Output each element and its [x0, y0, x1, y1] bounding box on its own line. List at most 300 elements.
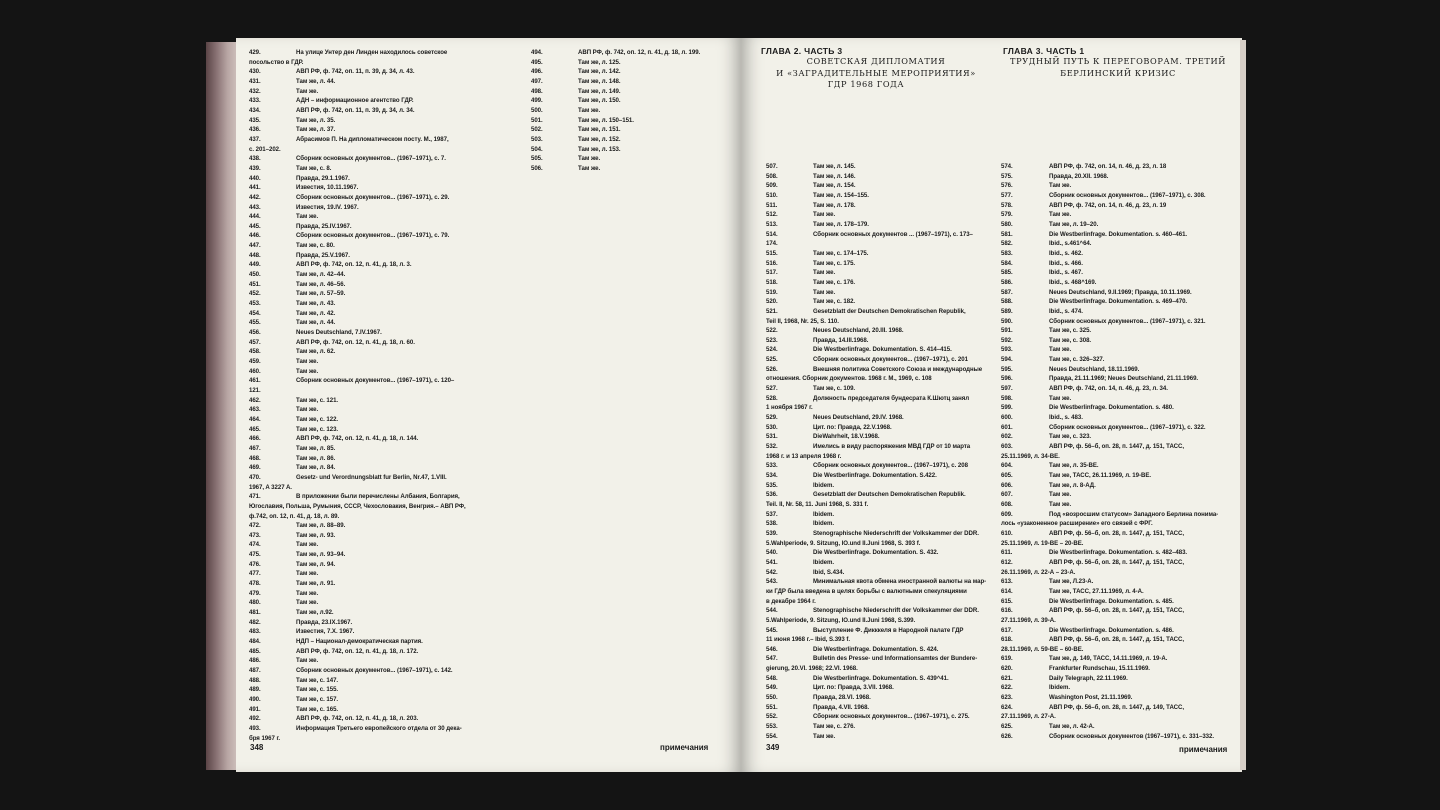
note-number: 446. — [249, 232, 261, 240]
note-number: 517. — [766, 269, 778, 277]
note-number: 514. — [766, 230, 778, 238]
note-item — [249, 540, 489, 550]
note-text-continuation: gierung, 20.VI. 1968; 22.VI. 1968. — [766, 665, 858, 673]
note-number: 512. — [766, 211, 778, 219]
note-item — [1001, 693, 1233, 703]
note-number: 429. — [249, 49, 261, 56]
note-text: Neues Deutschland, 20.III. 1968. — [813, 327, 904, 335]
note-item — [249, 241, 489, 251]
note-text: Там же. — [1049, 491, 1072, 499]
header-chapter-2-title-line-1: СОВЕТСКАЯ ДИПЛОМАТИЯ — [806, 56, 946, 66]
note-item — [249, 415, 489, 425]
note-item — [1001, 172, 1233, 182]
note-item — [249, 193, 489, 203]
note-number: 476. — [249, 560, 261, 568]
note-item — [1001, 365, 1233, 375]
note-number: 616. — [1001, 607, 1013, 615]
left-running-title: примечания — [660, 743, 709, 752]
note-item — [249, 618, 489, 628]
note-item — [1001, 510, 1233, 529]
note-number: 543. — [766, 578, 778, 586]
note-item — [766, 423, 998, 433]
note-item — [249, 444, 489, 454]
note-number: 549. — [766, 684, 778, 692]
note-text: Там же, л. 86. — [296, 454, 336, 462]
note-item — [249, 318, 489, 328]
note-number: 505. — [531, 155, 543, 163]
note-item — [1001, 374, 1233, 384]
note-text: Ibidem. — [1049, 684, 1070, 692]
note-item — [766, 288, 998, 298]
note-number: 470. — [249, 473, 261, 481]
note-item — [1001, 345, 1233, 355]
note-number: 484. — [249, 638, 261, 646]
note-text: В приложении были перечислены Албания, Болгария, — [296, 493, 460, 501]
note-text: Там же. — [1049, 182, 1072, 190]
note-number: 461. — [249, 377, 261, 385]
note-text: Сборник основных документов... (1967–1971), с. 7. — [296, 155, 446, 163]
note-text: Там же, л. 148. — [578, 77, 621, 85]
note-number: 496. — [531, 68, 543, 76]
note-number: 467. — [249, 444, 261, 452]
note-item — [249, 434, 489, 444]
note-number: 594. — [1001, 356, 1013, 364]
note-text: Известия, 19.IV. 1967. — [296, 203, 359, 211]
note-text: Die Westberlinfrage. Dokumentation. s. 482–483. — [1049, 549, 1188, 557]
note-number: 433. — [249, 97, 261, 105]
note-number: 485. — [249, 647, 261, 655]
note-text: Ibid, S.434. — [813, 568, 845, 576]
note-item — [766, 345, 998, 355]
note-number: 587. — [1001, 288, 1013, 296]
note-item — [1001, 664, 1233, 674]
note-text: Там же, л. 151. — [578, 126, 621, 134]
note-item — [531, 164, 721, 174]
note-number: 504. — [531, 145, 543, 153]
note-number: 499. — [531, 97, 543, 105]
note-text: Там же, л.92. — [296, 609, 334, 617]
note-text: Die Westberlinfrage. Dokumentation. s. 469–470. — [1049, 298, 1188, 306]
note-text: Известия, 10.11.1967. — [296, 184, 359, 192]
note-item — [1001, 442, 1233, 461]
note-text: Должность председателя бундесрата К.Шютц занял — [813, 394, 970, 402]
note-item — [249, 376, 489, 395]
note-item — [249, 550, 489, 560]
note-item — [249, 473, 489, 492]
note-item — [531, 154, 721, 164]
note-text: Там же, л. 93–94. — [296, 551, 346, 559]
note-number: 450. — [249, 271, 261, 279]
note-number: 550. — [766, 694, 778, 702]
right-notes-column-2 — [1001, 162, 1233, 741]
note-text: Там же. — [578, 106, 601, 114]
note-item — [249, 280, 489, 290]
note-item — [1001, 259, 1233, 269]
note-number: 441. — [249, 184, 261, 192]
note-number: 617. — [1001, 626, 1013, 634]
note-number: 478. — [249, 580, 261, 588]
note-item — [766, 230, 998, 249]
note-number: 597. — [1001, 385, 1013, 393]
left-page-number: 348 — [250, 743, 264, 752]
note-text: Stenographische Niederschrift der Volkskammer der DDR. — [813, 607, 979, 615]
note-item — [249, 203, 489, 213]
note-item — [766, 519, 998, 529]
right-notes-column-1 — [766, 162, 998, 741]
note-text: Минимальная квота обмена иностранной валюты на мар- — [813, 578, 987, 586]
note-text: Ibid., s. 462. — [1049, 249, 1083, 257]
note-item — [1001, 626, 1233, 636]
note-text: Там же, с. 147. — [296, 676, 339, 684]
note-number: 511. — [766, 201, 778, 209]
note-item — [531, 106, 721, 116]
note-item — [249, 695, 489, 705]
note-number: 477. — [249, 570, 261, 578]
note-item — [1001, 490, 1233, 500]
note-item — [1001, 230, 1233, 240]
note-item — [249, 289, 489, 299]
note-number: 542. — [766, 568, 778, 576]
note-number: 497. — [531, 77, 543, 85]
note-number: 588. — [1001, 298, 1013, 306]
note-text: Там же, л. 44. — [296, 77, 336, 85]
note-text: Там же, с. 123. — [296, 425, 339, 433]
open-book — [206, 38, 1242, 772]
note-item — [1001, 394, 1233, 404]
note-text: Там же, л. 125. — [578, 58, 621, 66]
note-text: Там же, с. 325. — [1049, 327, 1092, 335]
note-number: 435. — [249, 116, 261, 124]
note-item — [249, 647, 489, 657]
note-item — [249, 125, 489, 135]
note-number: 502. — [531, 126, 543, 134]
note-text: Там же, л. 145. — [813, 163, 856, 170]
note-number: 521. — [766, 307, 778, 315]
note-number: 615. — [1001, 597, 1013, 605]
note-item — [766, 471, 998, 481]
note-text: Ibid., s. 483. — [1049, 414, 1083, 422]
note-text: На улице Унтер ден Линден находилось советское — [296, 49, 448, 56]
note-item — [249, 96, 489, 106]
note-item — [766, 461, 998, 471]
note-item — [766, 442, 998, 461]
note-item — [249, 87, 489, 97]
note-number: 525. — [766, 356, 778, 364]
note-number: 507. — [766, 163, 778, 170]
note-item — [249, 560, 489, 570]
note-text: Там же, с. 80. — [296, 242, 335, 250]
note-text-continuation: 25.11.1969, л. 19-ВЕ – 20-ВЕ. — [1001, 539, 1084, 547]
note-number: 474. — [249, 541, 261, 549]
note-text: Gesetzblatt der Deutschen Demokratischen Republik, — [813, 307, 966, 315]
note-text: АВП РФ, ф. 742, оп. 14, п. 46, д. 23, л. 18 — [1049, 163, 1167, 170]
note-text-continuation: 121. — [249, 386, 261, 394]
note-number: 625. — [1001, 723, 1013, 731]
note-item — [1001, 471, 1233, 481]
note-number: 538. — [766, 520, 778, 528]
note-number: 540. — [766, 549, 778, 557]
note-number: 462. — [249, 396, 261, 404]
note-text: Там же. — [1049, 346, 1072, 354]
note-number: 434. — [249, 106, 261, 114]
note-item — [1001, 500, 1233, 510]
note-text: Там же, л. 88–89. — [296, 522, 346, 530]
note-item — [249, 627, 489, 637]
note-item — [1001, 249, 1233, 259]
note-item — [1001, 597, 1233, 607]
note-number: 539. — [766, 529, 778, 537]
note-item — [531, 135, 721, 145]
note-text: АВП РФ, ф. 56–б, оп. 28, п. 1447, д. 151, ТАСС, — [1049, 529, 1184, 537]
note-text: Там же, л. 152. — [578, 135, 621, 143]
note-number: 595. — [1001, 365, 1013, 373]
note-number: 605. — [1001, 472, 1013, 479]
note-item — [766, 365, 998, 384]
note-item — [1001, 732, 1233, 742]
note-item — [1001, 288, 1233, 298]
note-text-continuation: 5.Wahlperiode, 9. Sitzung, IO.und II.Juni 1968, S.399. — [766, 616, 916, 624]
note-item — [249, 164, 489, 174]
note-text: DieWahrheit, 18.V.1968. — [813, 433, 880, 441]
note-text: Правда, 4.VII. 1968. — [813, 703, 870, 711]
note-number: 577. — [1001, 191, 1013, 199]
note-number: 582. — [1001, 240, 1013, 248]
note-item — [249, 589, 489, 599]
note-number: 624. — [1001, 703, 1013, 711]
note-text: Die Westberlinfrage. Dokumentation. S. 424. — [813, 645, 939, 653]
note-text: Имелись в виду распоряжения МВД ГДР от 10 марта — [813, 443, 971, 451]
note-item — [766, 355, 998, 365]
note-item — [1001, 384, 1233, 394]
header-chapter-2 — [761, 46, 991, 91]
note-item — [249, 598, 489, 608]
note-item — [1001, 548, 1233, 558]
note-number: 516. — [766, 259, 778, 267]
note-text: Там же, л. 43. — [296, 300, 336, 308]
note-number: 469. — [249, 464, 261, 472]
note-text: Там же, ТАСС, 27.11.1969, л. 4-А. — [1049, 587, 1144, 595]
note-number: 520. — [766, 298, 778, 306]
note-item — [1001, 307, 1233, 317]
note-text-continuation: 1 ноября 1967 г. — [766, 404, 813, 412]
note-item — [249, 724, 489, 743]
note-item — [531, 58, 721, 68]
note-item — [766, 548, 998, 558]
note-number: 575. — [1001, 172, 1013, 180]
note-number: 436. — [249, 126, 261, 134]
note-text: Stenographische Niederschrift der Volkskammer der DDR. — [813, 529, 979, 537]
note-item — [1001, 239, 1233, 249]
header-chapter-3-label: ГЛАВА 3. ЧАСТЬ 1 — [1003, 46, 1085, 56]
note-item — [1001, 558, 1233, 577]
note-text: Там же, л. 178. — [813, 201, 856, 209]
note-item — [249, 405, 489, 415]
note-number: 621. — [1001, 674, 1013, 682]
note-number: 459. — [249, 358, 261, 365]
note-text: Правда, 21.11.1969; Neues Deutschland, 21.11.1969. — [1049, 375, 1199, 383]
note-item — [1001, 268, 1233, 278]
note-item — [766, 394, 998, 413]
note-number: 592. — [1001, 336, 1013, 344]
note-item — [1001, 326, 1233, 336]
note-text: Bulletin des Presse- und Informationsamtes der Bundere- — [813, 655, 978, 663]
note-text: Там же, л. 35-ВЕ. — [1049, 462, 1099, 470]
note-item — [766, 172, 998, 182]
note-text: Там же, л. 19–20. — [1049, 220, 1099, 228]
note-number: 603. — [1001, 443, 1013, 451]
note-text-continuation: ф.742, оп. 12, п. 41, д. 18, л. 89. — [249, 512, 340, 520]
note-number: 453. — [249, 300, 261, 308]
header-chapter-2-title-line-2: И «ЗАГРАДИТЕЛЬНЫЕ МЕРОПРИЯТИЯ» — [776, 67, 976, 78]
note-text: Die Westberlinfrage. Dokumentation. S. 439^41. — [813, 674, 949, 682]
note-number: 491. — [249, 705, 261, 713]
note-number: 533. — [766, 462, 778, 470]
note-item — [1001, 722, 1233, 732]
note-text: Сборник основных документов... (1967–1971), с. 321. — [1049, 317, 1206, 325]
note-text: АВП РФ, ф. 742, оп. 12, п. 41, д. 18, л. 203. — [296, 715, 419, 723]
note-text-continuation: с. 201–202. — [249, 145, 281, 153]
note-text: АВП РФ, ф. 742, оп. 12, п. 41, д. 18, л. 144. — [296, 435, 419, 443]
note-item — [249, 463, 489, 473]
note-text: Neues Deutschland, 7.IV.1967. — [296, 329, 382, 337]
note-text: Внешняя политика Советского Союза и международные — [813, 365, 983, 373]
note-number: 604. — [1001, 462, 1013, 470]
note-number: 447. — [249, 242, 261, 250]
note-item — [1001, 635, 1233, 654]
note-text: Там же. — [296, 406, 319, 414]
note-text: Там же, л. 57–59. — [296, 290, 346, 298]
note-text-continuation: Teil II, 1968, Nr. 25, S. 110. — [766, 317, 839, 325]
note-item — [1001, 423, 1233, 433]
note-number: 479. — [249, 589, 261, 597]
note-text: Там же, л. 91. — [296, 580, 336, 588]
note-text: Там же. — [813, 288, 836, 296]
note-item — [1001, 432, 1233, 442]
note-number: 508. — [766, 172, 778, 180]
note-text: Neues Deutschland, 29.IV. 1968. — [813, 414, 904, 422]
note-number: 607. — [1001, 491, 1013, 499]
header-chapter-2-title-line-3: ГДР 1968 ГОДА — [827, 79, 905, 89]
note-text-continuation: 1967, A 3227 A. — [249, 483, 292, 491]
note-number: 613. — [1001, 578, 1013, 586]
note-text: Известия, 7.X. 1967. — [296, 628, 355, 636]
note-number: 490. — [249, 695, 261, 703]
note-text: Там же, с. 323. — [1049, 433, 1092, 441]
note-number: 460. — [249, 367, 261, 375]
note-number: 509. — [766, 182, 778, 190]
note-text: Там же, с. 121. — [296, 396, 339, 404]
note-number: 454. — [249, 309, 261, 317]
note-number: 449. — [249, 261, 261, 269]
note-number: 522. — [766, 327, 778, 335]
note-number: 610. — [1001, 529, 1013, 537]
note-number: 438. — [249, 155, 261, 163]
left-page — [236, 38, 741, 772]
note-item — [766, 336, 998, 346]
note-text: Там же, д. 149, ТАСС, 14.11.1969, л. 19-А. — [1049, 655, 1168, 663]
note-number: 494. — [531, 49, 543, 56]
note-text: Правда, 23.IX.1967. — [296, 618, 353, 626]
note-item — [766, 191, 998, 201]
note-text: Ibid., s. 468^169. — [1049, 278, 1097, 286]
note-text: Там же. — [296, 367, 319, 375]
note-text: Frankfurter Rundschau, 15.11.1969. — [1049, 665, 1150, 673]
note-text: Там же, с. 8. — [296, 164, 332, 172]
note-item — [1001, 191, 1233, 201]
note-text: Там же, л. 42–44. — [296, 271, 346, 279]
note-number: 606. — [1001, 481, 1013, 489]
note-number: 448. — [249, 251, 261, 259]
note-number: 495. — [531, 58, 543, 66]
note-text-continuation: 5.Wahlperiode, 9. Sitzung, IO.und II.Juni 1968, S. 393 f. — [766, 539, 921, 547]
note-number: 457. — [249, 338, 261, 346]
note-number: 578. — [1001, 201, 1013, 209]
note-item — [766, 712, 998, 722]
note-text: Там же, с. 174–175. — [813, 249, 869, 257]
note-item — [249, 154, 489, 164]
note-item — [766, 606, 998, 625]
note-item — [249, 135, 489, 154]
note-number: 458. — [249, 348, 261, 356]
note-number: 614. — [1001, 587, 1013, 595]
note-number: 483. — [249, 628, 261, 636]
note-text: Сборник основных документов... (1967–1971), с. 275. — [813, 713, 970, 721]
note-number: 583. — [1001, 249, 1013, 257]
note-text: Там же. — [296, 213, 319, 221]
note-number: 515. — [766, 249, 778, 257]
note-item — [249, 714, 489, 724]
note-number: 486. — [249, 657, 261, 665]
note-text: Neues Deutschland, 18.11.1969. — [1049, 365, 1140, 373]
note-text: Там же. — [296, 599, 319, 607]
note-number: 611. — [1001, 549, 1013, 557]
note-number: 452. — [249, 290, 261, 298]
note-text: Там же, с. 308. — [1049, 336, 1092, 344]
note-number: 498. — [531, 87, 543, 95]
note-text: АВП РФ, ф. 742, оп. 11, п. 39, д. 34, л. 34. — [296, 106, 415, 114]
note-item — [1001, 201, 1233, 211]
note-item — [1001, 703, 1233, 722]
note-item — [1001, 220, 1233, 230]
note-text-continuation: бря 1967 г. — [249, 734, 280, 742]
note-text-continuation: отношения. Сборник документов. 1968 г. М., 1969, с. 108 — [766, 375, 932, 383]
note-number: 529. — [766, 414, 778, 422]
note-item — [1001, 297, 1233, 307]
note-item — [249, 67, 489, 77]
note-text: Там же, Л.23-А. — [1049, 578, 1094, 586]
note-text: Правда, 25.V.1967. — [296, 251, 350, 259]
note-number: 620. — [1001, 665, 1013, 673]
note-number: 468. — [249, 454, 261, 462]
note-number: 536. — [766, 491, 778, 499]
header-chapter-3-title-line-2: БЕРЛИНСКИЙ КРИЗИС — [1060, 67, 1176, 78]
note-text: Там же, с. 165. — [296, 705, 339, 713]
note-number: 463. — [249, 406, 261, 414]
note-item — [766, 162, 998, 172]
note-text: Там же, л. 84. — [296, 464, 336, 472]
note-text: Ibid., s.461^64. — [1049, 240, 1092, 248]
note-number: 545. — [766, 626, 778, 634]
note-item — [766, 693, 998, 703]
note-item — [531, 125, 721, 135]
note-text: Сборник основных документов... (1967–1971), с. 208 — [813, 462, 968, 470]
note-item — [1001, 587, 1233, 597]
note-item — [249, 106, 489, 116]
note-number: 471. — [249, 493, 261, 501]
note-item — [531, 145, 721, 155]
note-number: 580. — [1001, 220, 1013, 228]
note-text: Сборник основных документов... (1967–1971), с. 201 — [813, 356, 968, 364]
